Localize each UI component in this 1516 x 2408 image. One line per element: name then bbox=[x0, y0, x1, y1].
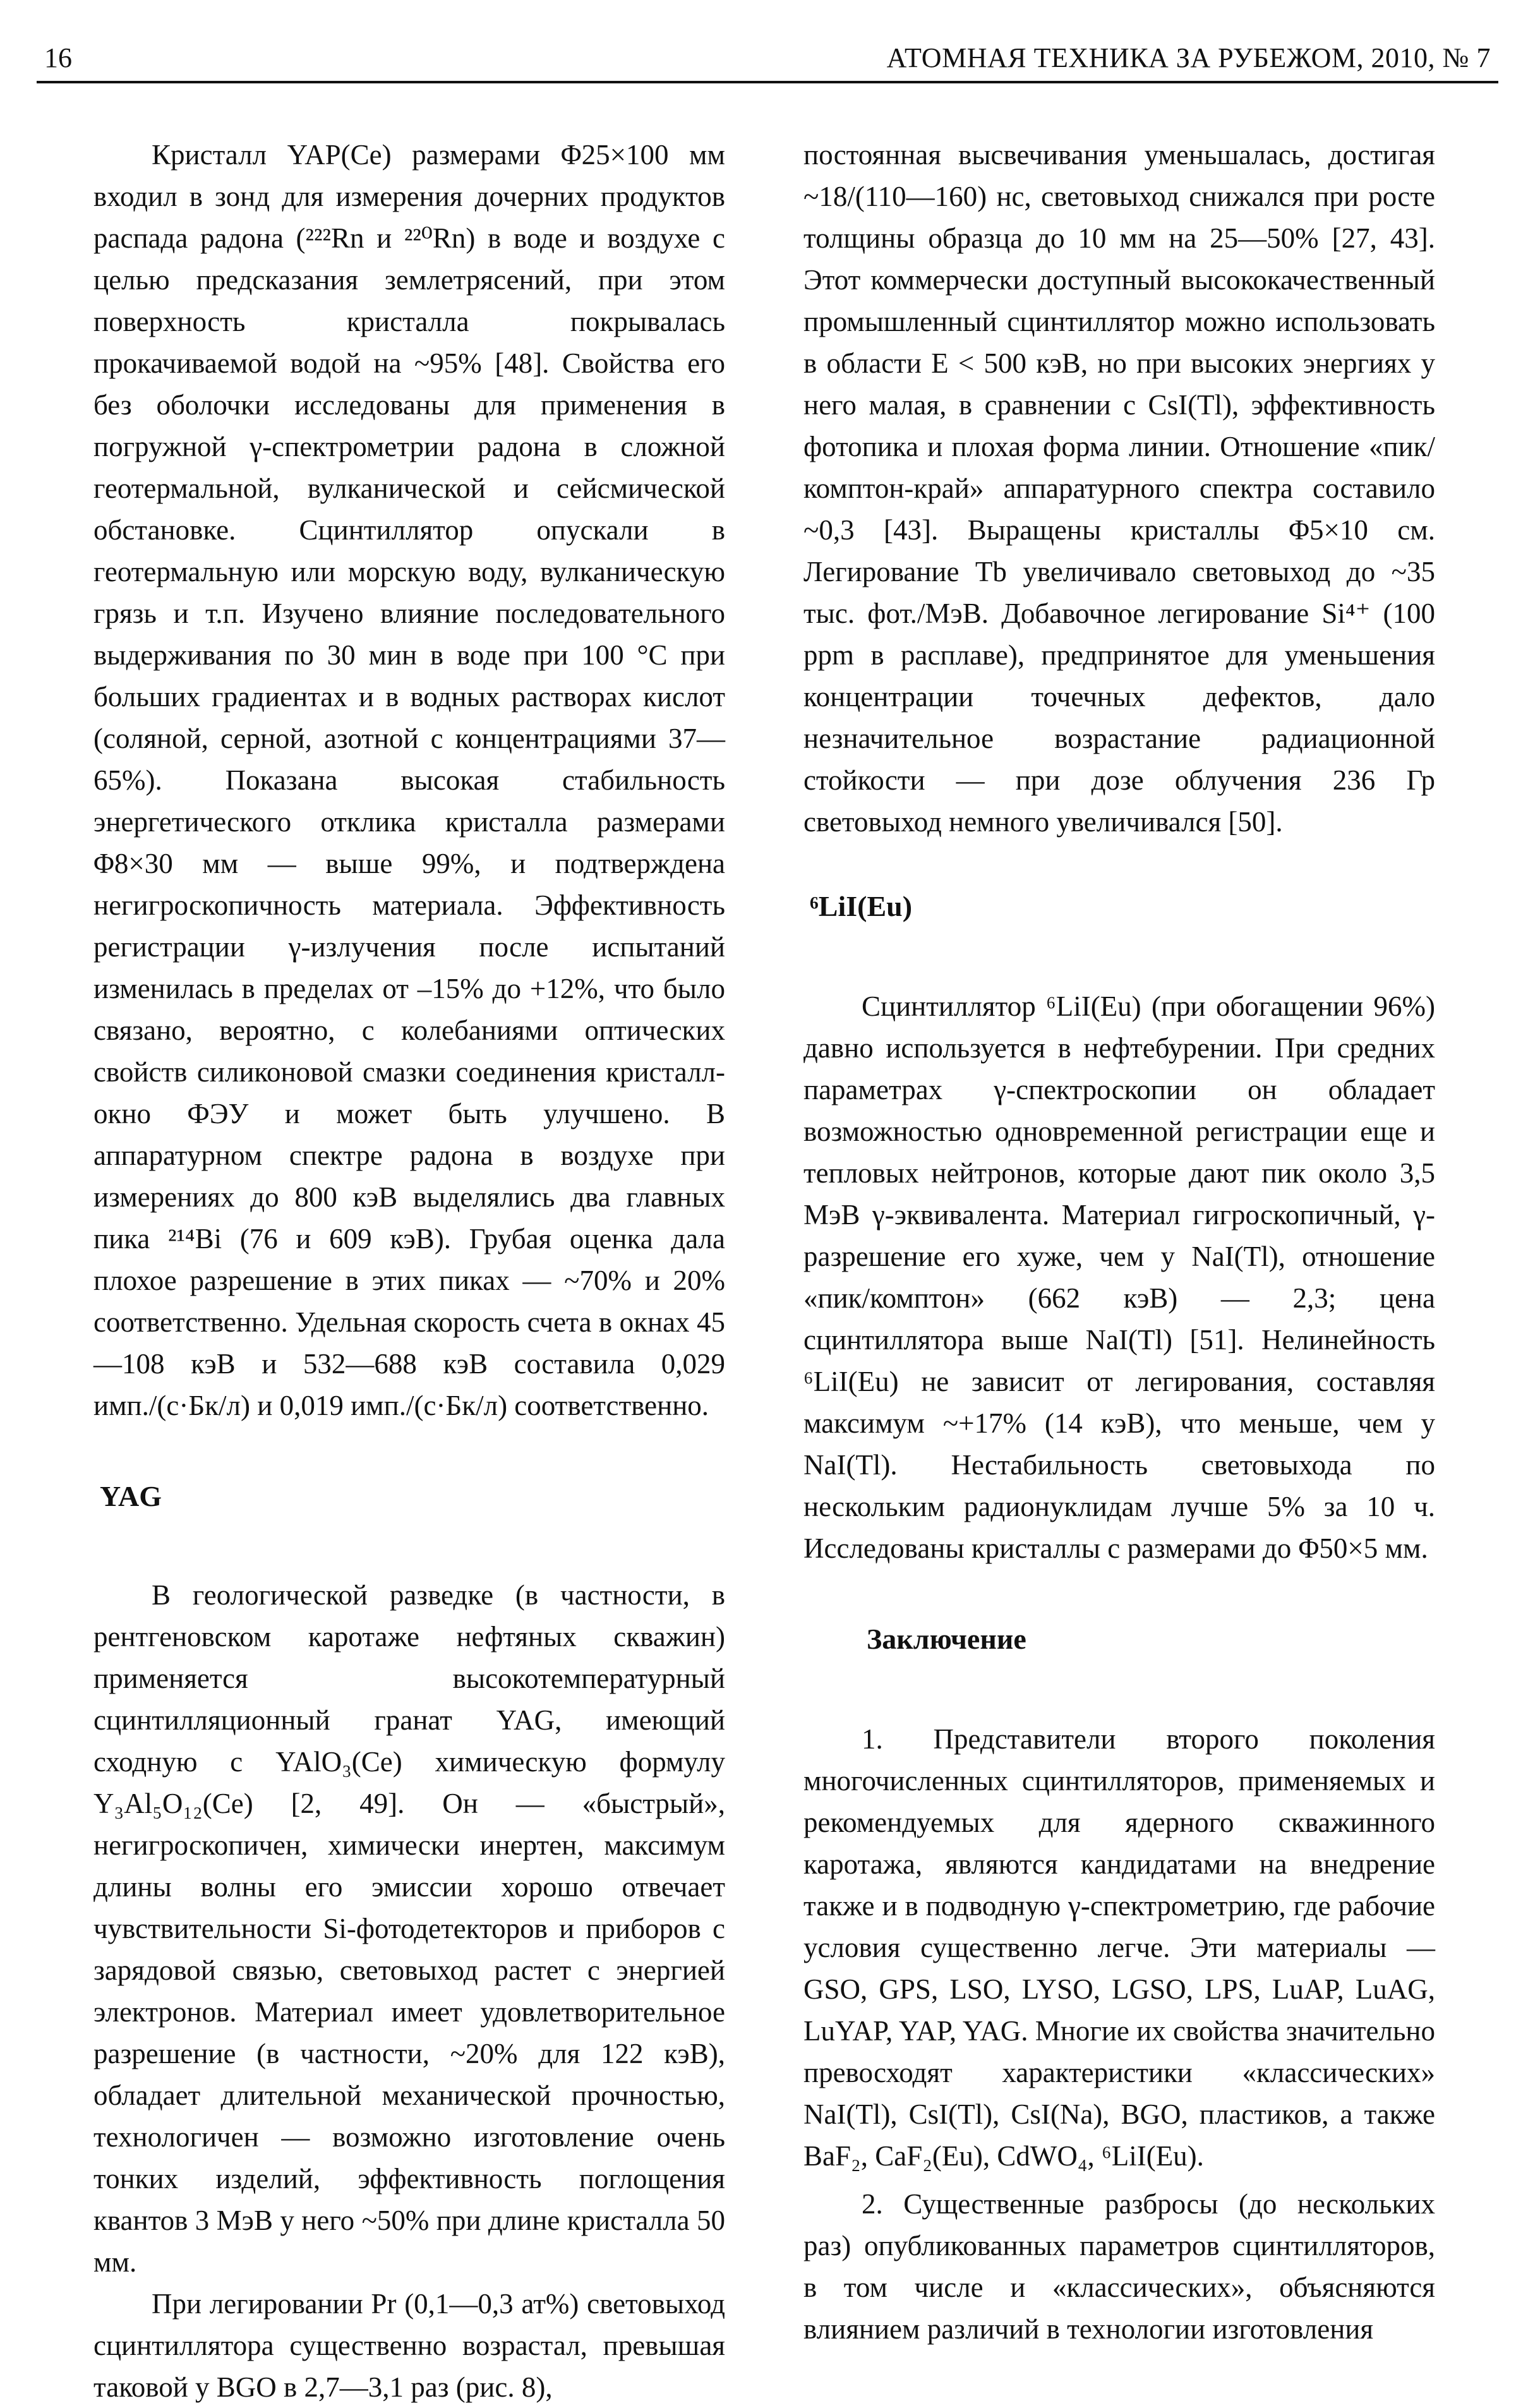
paragraph-yag-continued: постоянная высвечивания уменьшалась, достигая ~18/(110—160) нс, световыход снижался при росте толщины образца до 10 мм на 25—50% [27, 43]. Этот коммерчески доступный высококачественный промышленный сцинтиллятор можно использовать в области E < 500 кэВ, но при высоких энергиях у него малая, в сравнении с CsI(Tl), эффективность фотопика и плохая форма линии. Отношение «пик/комптон-край» аппаратурного спектра составило ~0,3 [43]. Выращены кристаллы Φ5×10 см. Легирование Tb увеличивало световыход до ~35 тыс. фот./МэВ. Добавочное легирование Si⁴⁺ (100 ppm в расплаве), предпринятое для уменьшения концентрации точечных дефектов, дало незначительное возрастание радиационной стойкости — при дозе облучения 236 Гр световыход немного увеличивался [50]. bbox=[803, 139, 1435, 838]
header-rule bbox=[37, 81, 1498, 83]
left-column bbox=[93, 134, 725, 2408]
conclusion-item-2: 2. Существенные разбросы (до нескольких раз) опубликованных параметров сцинтилляторов, в том числе и «классических», объясняются влиянием различий в технологии изготовления bbox=[803, 2188, 1435, 2345]
paragraph-lii-eu: Сцинтиллятор ⁶LiI(Eu) (при обогащении 96%) давно используется в нефтебурении. При средних параметрах γ-спектроскопии он обладает возможностью одновременной регистрации еще и тепловых нейтронов, которые дают пик около 3,5 МэВ γ-эквивалента. Материал гигроскопичный, γ-разрешение его хуже, чем у NaI(Tl), отношение «пик/комптон» (662 кэВ) — 2,3; цена сцинтиллятора выше NaI(Tl) [51]. Нелинейность ⁶LiI(Eu) не зависит от легирования, составляя максимум ~+17% (14 кэВ), что меньше, чем у NaI(Tl). Нестабильность световыхода по нескольким радионуклидам лучше 5% за 10 ч. Исследованы кристаллы с размерами до Φ50×5 мм. bbox=[803, 990, 1435, 1564]
paragraph-yap-crystal: Кристалл YAP(Ce) размерами Φ25×100 мм входил в зонд для измерения дочерних продуктов распада радона (²²²Rn и ²²⁰Rn) в воде и воздухе с целью предсказания землетрясений, при этом поверхность кристалла покрывалась прокачиваемой водой на ~95% [48]. Свойства его без оболочки исследованы для применения в погружной γ-спектрометрии радона в сложной геотермальной, вулканической и сейсмической обстановке. Сцинтиллятор опускали в геотермальную или морскую воду, вулканическую грязь и т.п. Изучено влияние последовательного выдерживания по 30 мин в воде при 100 °C при больших градиентах и в водных растворах кислот (соляной, серной, азотной с концентрациями 37—65%). Показана высокая стабильность энергетического отклика кристалла размерами Φ8×30 мм — выше 99%, и подтверждена негигроскопичность материала. Эффективность регистрации γ-излучения после испытаний изменилась в пределах от –15% до +12%, что было связано, вероятно, с колебаниями оптических свойств силиконовой смазки соединения кристалл-окно ФЭУ и может быть улучшено. В аппаратурном спектре радона в воздухе при измерениях до 800 кэВ выделялись два главных пика ²¹⁴Bi (76 и 609 кэВ). Грубая оценка дала плохое разрешение в этих пиках — ~70% и 20% соответственно. Удельная скорость счета в окнах 45—108 кэВ и 532—688 кэВ составила 0,029 имп./(с·Бк/л) и 0,019 имп./(с·Бк/л) соответственно. bbox=[93, 139, 725, 1421]
section-heading-conclusion: Заключение bbox=[867, 1623, 1026, 1655]
running-header bbox=[37, 40, 1498, 85]
conclusion-item-1: 1. Представители второго поколения многочисленных сцинтилляторов, применяемых и рекомендуемых для ядерного скважинного каротажа, являются кандидатами на внедрение также и в подводную γ-спектрометрию, где рабочие условия существенно легче. Эти материалы — GSO, GPS, LSO, LYSO, LGSO, LPS, LuAP, LuAG, LuYAP, YAP, YAG. Многие их свойства значительно превосходят характеристики «классических» NaI(Tl), CsI(Tl), CsI(Na), BGO, пластиков, а также BaF₂, CaF₂(Eu), CdWO₄, ⁶LiI(Eu). bbox=[803, 1723, 1435, 2172]
paragraph-yag-geology: В геологической разведке (в частности, в рентгеновском каротаже нефтяных скважин) применяется высокотемпературный сцинтилляционный гранат YAG, имеющий сходную с YAlO₃(Ce) химическую формулу Y₃Al₅O₁₂(Ce) [2, 49]. Он — «быстрый», негигроскопичен, химически инертен, максимум длины волны его эмиссии хорошо отвечает чувствительности Si-фотодетекторов и приборов с зарядовой связью, световыход растет с энергией электронов. Материал имеет удовлетворительное разрешение (в частности, ~20% для 122 кэВ), обладает длительной механической прочностью, технологичен — возможно изготовление очень тонких изделий, эффективность поглощения квантов 3 МэВ у него ~50% при длине кристалла 50 мм. bbox=[93, 1579, 725, 2278]
section-heading-lii-eu: ⁶LiI(Eu) bbox=[810, 890, 913, 922]
journal-title: АТОМНАЯ ТЕХНИКА ЗА РУБЕЖОМ, 2010, № 7 bbox=[886, 42, 1491, 73]
page-number: 16 bbox=[44, 42, 72, 73]
section-heading-yag: YAG bbox=[100, 1480, 162, 1512]
right-column bbox=[803, 134, 1435, 2350]
paragraph-yag-pr-doping: При легировании Pr (0,1—0,3 ат%) световыход сцинтиллятора существенно возрастал, превышая таковой у BGO в 2,7—3,1 раз (рис. 8), bbox=[93, 2288, 725, 2403]
